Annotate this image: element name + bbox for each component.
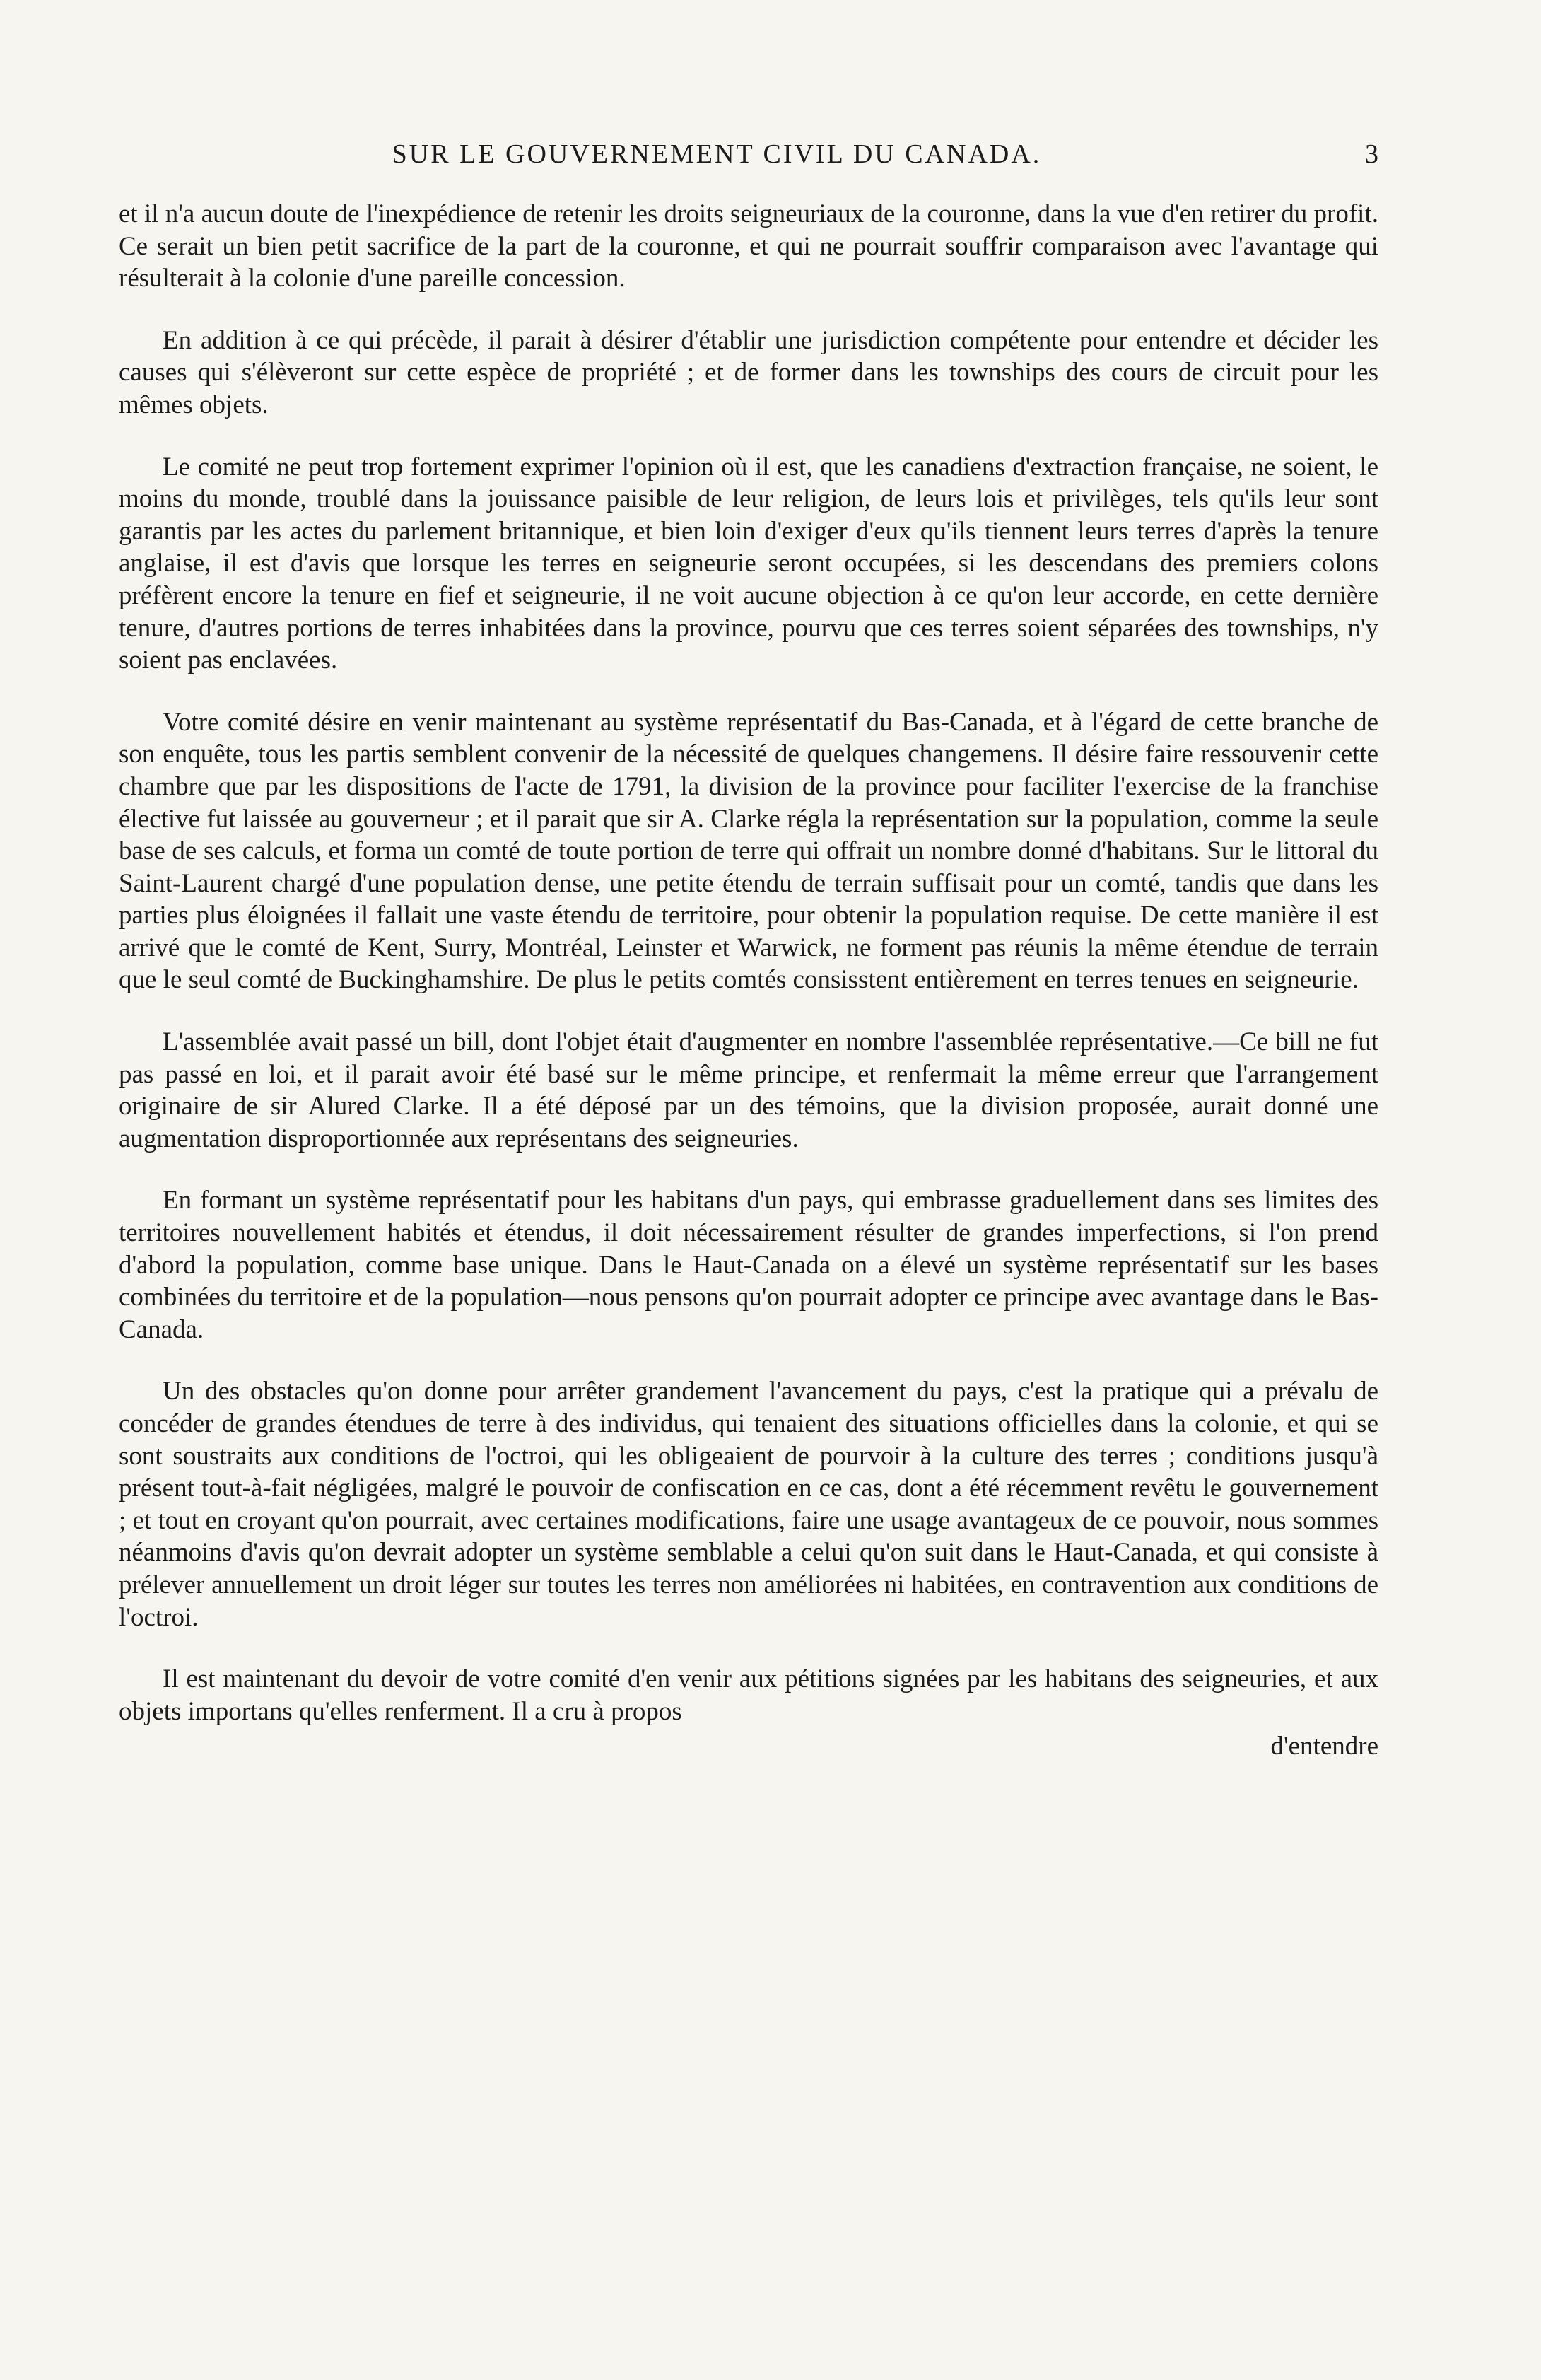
paragraph-5: L'assemblée avait passé un bill, dont l'objet était d'augmenter en nombre l'assemblée représentative.—Ce bill ne fut pas passé en loi, et il parait avoir été basé sur le même principe, et renfermait la même erreur que l'arrangement originaire de sir Alured Clarke. Il a été déposé par un des témoins, que la division proposée, aurait donné une augmentation disproportionnée aux représentans des seigneuries. [119, 1027, 1378, 1153]
paragraph-3: Le comité ne peut trop fortement exprimer l'opinion où il est, que les canadiens d'extraction française, ne soient, le moins du monde, troublé dans la jouissance paisible de leur religion, de leurs lois et privilèges, tels qu'ils leur sont garantis par les actes du parlement britannique, et bien loin d'exiger d'eux qu'ils tiennent leurs terres d'après la tenure anglaise, il est d'avis que lorsque les terres en seigneurie seront occupées, si les descendans des premiers colons préfèrent encore la tenure en fief et seigneurie, il ne voit aucune objection à ce qu'on leur accorde, en cette dernière tenure, d'autres portions de terres inhabitées dans la province, pourvu que ces terres soient séparées des townships, n'y soient pas enclavées. [119, 452, 1378, 675]
running-title: SUR LE GOUVERNEMENT CIVIL DU CANADA. [392, 139, 1042, 169]
paragraph-8: Il est maintenant du devoir de votre comité d'en venir aux pétitions signées par les habitans des seigneuries, et aux objets importans qu'elles renferment. Il a cru à propos [119, 1664, 1378, 1726]
paragraph-4: Votre comité désire en venir maintenant au système représentatif du Bas-Canada, et à l'égard de cette branche de son enquête, tous les partis semblent convenir de la nécessité de quelques changemens. Il désire faire ressouvenir cette chambre que par les dispositions de l'acte de 1791, la division de la province pour faciliter l'exercise de la franchise élective fut laissée au gouverneur ; et il parait que sir A. Clarke régla la représentation sur la population, comme la seule base de ses calculs, et forma un comté de toute portion de terre qui offrait un nombre donné d'habitans. Sur le littoral du Saint-Laurent chargé d'une population dense, une petite étendu de terrain suffisait pour un comté, tandis que dans les parties plus éloignées il fallait une vaste étendu de territoire, pour obtenir la population requise. De cette manière il est arrivé que le comté de Kent, Surry, Montréal, Leinster et Warwick, ne forment pas réunis la même étendue de terrain que le seul comté de Buckinghamshire. De plus le petits comtés consisstent entièrement en terres tenues en seigneurie. [119, 707, 1378, 995]
page-header [119, 139, 1378, 185]
paragraph-2: En addition à ce qui précède, il parait à désirer d'établir une jurisdiction compétente pour entendre et décider les causes qui s'élèveront sur cette espèce de propriété ; et de former dans les townships des cours de circuit pour les mêmes objets. [119, 325, 1378, 419]
page-number: 3 [1365, 139, 1378, 169]
catch-word: d'entendre [1270, 1732, 1378, 1761]
paragraph-6: En formant un système représentatif pour les habitans d'un pays, qui embrasse graduellement dans ses limites des territoires nouvellement habités et étendus, il doit nécessairement résulter de grandes imperfections, si l'on prend d'abord la population, comme base unique. Dans le Haut-Canada on a élevé un système représentatif sur les bases combinées du territoire et de la population—nous pensons qu'on pourrait adopter ce principe avec avantage dans le Bas-Canada. [119, 1186, 1378, 1344]
paragraph-7: Un des obstacles qu'on donne pour arrêter grandement l'avancement du pays, c'est la pratique qui a prévalu de concéder de grandes étendues de terre à des individus, qui tenaient des situations officielles dans la colonie, et qui se sont soustraits aux conditions de l'octroi, qui les obligeaient de pourvoir à la culture des terres ; conditions jusqu'à présent tout-à-fait négligées, malgré le pouvoir de confiscation en ce cas, dont a été récemment revêtu le gouvernement ; et tout en croyant qu'on pourrait, avec certaines modifications, faire une usage avantageux de ce pouvoir, nous sommes néanmoins d'avis qu'on devrait adopter un système semblable a celui qu'on suit dans le Haut-Canada, et qui consiste à prélever annuellement un droit léger sur toutes les terres non améliorées ni habitées, en contravention aux conditions de l'octroi. [119, 1377, 1378, 1632]
paragraph-1: et il n'a aucun doute de l'inexpédience de retenir les droits seigneuriaux de la couronne, dans la vue d'en retirer du profit. Ce serait un bien petit sacrifice de la part de la couronne, et qui ne pourrait souffrir comparaison avec l'avantage qui résulterait à la colonie d'une pareille concession. [119, 199, 1378, 293]
